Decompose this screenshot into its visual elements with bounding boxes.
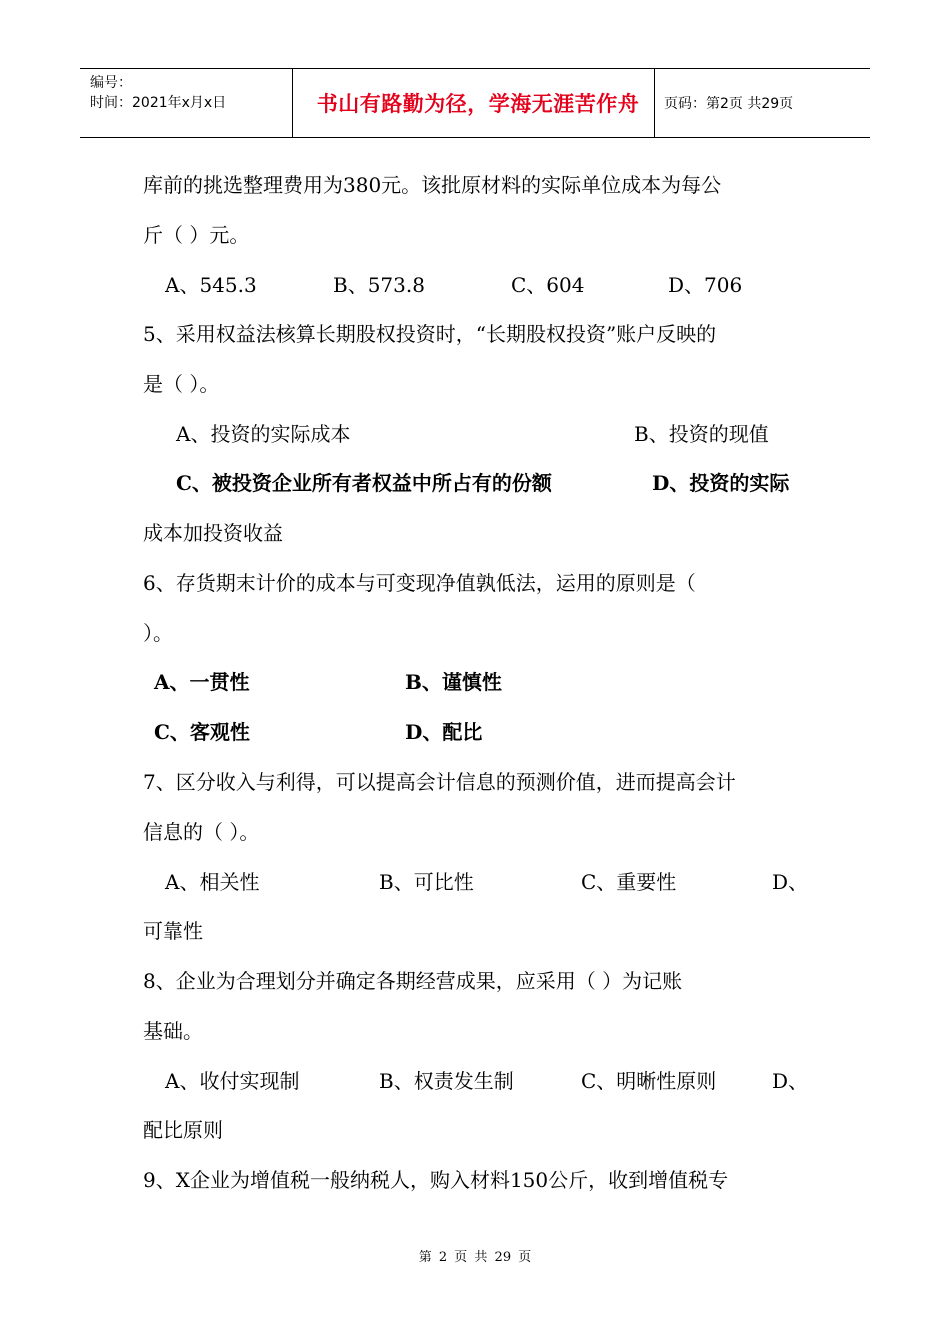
option-a: A、相关性 [165,870,260,894]
option-c: C、重要性 [581,870,677,894]
page-footer: 第 2 页 共 29 页 [418,1250,532,1265]
header-left [90,73,226,113]
option-c: C、被投资企业所有者权益中所占有的份额 [176,471,552,495]
question-text: 基础。 [143,1019,203,1043]
header-divider [292,69,293,137]
question-text: 库前的挑选整理费用为380元。该批原材料的实际单位成本为每公 [143,173,722,197]
option-b: B、谨慎性 [405,670,502,694]
option-d: D、投资的实际 [652,471,790,495]
option-d: D、 [772,1069,809,1093]
header-page-label: 页码：第2页 共29页 [664,96,794,112]
option-a: A、投资的实际成本 [176,422,351,446]
option-b: B、可比性 [379,870,474,894]
question-text: 6、存货期末计价的成本与可变现净值孰低法，运用的原则是（ [143,571,696,595]
question-text: 斤（ ）元。 [143,223,250,247]
question-text: 8、企业为合理划分并确定各期经营成果，应采用（ ）为记账 [143,969,683,993]
option-d-continued: 可靠性 [143,919,203,943]
question-text: 5、采用权益法核算长期股权投资时，“长期股权投资”账户反映的 [143,322,717,346]
serial-label: 编号： [90,75,132,91]
question-text: 信息的（ ）。 [143,820,260,844]
question-text: 是（ ）。 [143,372,220,396]
option-c: C、客观性 [154,720,250,744]
header-divider [654,69,655,137]
question-text: 7、区分收入与利得，可以提高会计信息的预测价值，进而提高会计 [143,770,736,794]
question-text: 9、X企业为增值税一般纳税人，购入材料150公斤，收到增值税专 [143,1168,729,1192]
option-d: D、配比 [405,720,483,744]
question-text: ）。 [143,621,173,645]
option-b: B、权责发生制 [379,1069,514,1093]
option-b: B、投资的现值 [634,422,769,446]
page-header [80,68,870,138]
option-d-continued: 成本加投资收益 [143,521,283,545]
time-label: 时间：2021年x月x日 [90,95,227,111]
option-d: D、 [772,870,809,894]
option-a: A、一贯性 [154,670,250,694]
option-d: D、706 [668,273,743,297]
option-c: C、明晰性原则 [581,1069,717,1093]
option-c: C、604 [511,273,585,297]
header-motto: 书山有路勤为径，学海无涯苦作舟 [316,91,640,116]
option-a: A、收付实现制 [165,1069,300,1093]
option-b: B、573.8 [333,273,425,297]
option-a: A、545.3 [165,273,257,297]
option-d-continued: 配比原则 [143,1118,223,1142]
